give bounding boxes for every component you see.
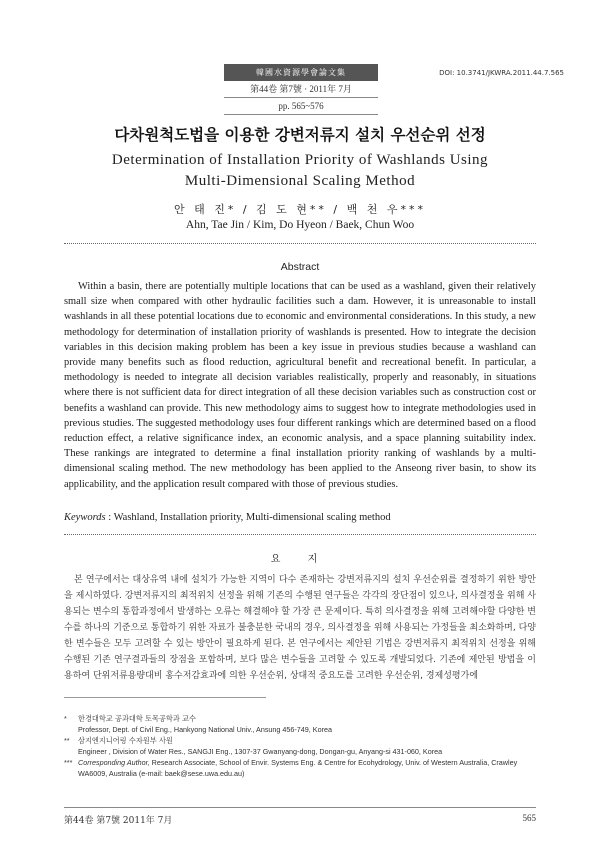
journal-volume: 第44卷 第7號 · 2011年 7月 [224, 81, 378, 98]
title-english [0, 150, 600, 192]
divider-middle [64, 534, 536, 535]
abstract-body: Within a basin, there are potentially multiple locations that can be used as a washland, given their relatively small size when compared with other hydraulic facilities such a dam. However, it is unreasonable to install washlands in all these potential locations due to economic and environmental considerations. In this study, a new methodology for determination of installation priority of washlands is presented. How to integrate the decision variables in this decision making problem has been a key issue in previous studies because a washland can provide many benefits such as flood reduction, agricultural benefit and recreational benefit. In particular, a methodology is needed to integrate all decision variables realistically, properly and reasonably, in situations where there is not sufficient data for direct integration of all these decision variables such as construction cost or benefits a washland can provide. This new methodology aims to suggest how to integrate methodologies used in previous studies. The suggested methodology uses four different rankings which are determined based on a flood reduction effect, a relative significance index, an economic analysis, and a space planning suitability index. These rankings are integrated to determine a final installation priority ranking of washlands by a multi-dimensional scaling method. The new methodology has been applied to the Anseong river basin, to show its applicability, and the application result compared with those of previous studies. [64, 281, 536, 490]
footnote-2-english: Engineer , Division of Water Res., SANGJI Eng., 1307-37 Gwanyang-dong, Dongan-gu, Anyang-si 431-060, Korea [78, 747, 443, 756]
footnote-3 [64, 757, 544, 779]
keywords [64, 512, 536, 523]
korean-abstract-body: 본 연구에서는 대상유역 내에 설치가 가능한 지역이 다수 존재하는 강변저류지의 설치 우선순위를 결정하기 위한 방안을 제시하였다. 강변저류지의 최적위치 선정을 위해 기존의 수행된 연구들은 각각의 장단점이 있으나, 의사결정을 위해 사용되는 변수의 통합과정에서 발생하는 오류는 해결해야 할 가장 큰 문제이다. 특히 의사결정을 위해 고려해야할 다양한 변수를 하나의 기준으로 통합하기 위한 자료가 불충분한 국내의 경우, 의사결정을 위해 사용되는 가정들을 최소화하며, 다양한 변수들은 모두 고려할 수 있는 방안이 필요하게 된다. 본 연구에서는 제안된 기법은 강변저류지 최적위치 선정을 위해 수행된 기존 연구결과들의 장점을 포함하며, 보다 많은 변수들을 고려할 수 있도록 개발되었다. 기존에 제안된 방법을 이용하여 단위저류용량대비 홍수저감효과에 의한 우선순위, 상대적 중요도를 고려한 우선순위, 경제성평가에 [64, 575, 536, 681]
doi[interactable]: DOI: 10.3741/JKWRA.2011.44.7.565 [439, 69, 564, 77]
footnote-1-mark: * [64, 714, 67, 723]
journal-header-box [224, 64, 378, 115]
journal-name: 韓國水資源學會論文集 [224, 64, 378, 81]
footnote-2-korean: 삼지엔지니어링 수자원부 사원 [78, 736, 173, 745]
footnotes [64, 713, 544, 779]
footnote-1 [64, 713, 544, 735]
page-number: 565 [522, 813, 536, 823]
journal-pages: pp. 565~576 [224, 98, 378, 115]
footnote-3-mark: *** [64, 758, 73, 767]
title-korean: 다차원척도법을 이용한 강변저류지 설치 우선순위 선정 [114, 126, 486, 144]
footnote-1-korean: 한경대학교 공과대학 토목공학과 교수 [78, 714, 196, 723]
authors-english: Ahn, Tae Jin / Kim, Do Hyeon / Baek, Chun Woo [185, 219, 415, 231]
footer-rule [64, 807, 536, 808]
keywords-label: Keywords [64, 512, 106, 523]
footnote-1-english: Professor, Dept. of Civil Eng., Hankyong National Univ., Ansung 456-749, Korea [78, 725, 332, 734]
abstract-heading: Abstract [280, 261, 320, 273]
footnote-2 [64, 735, 544, 757]
authors-korean: 안 태 진* / 김 도 현** / 백 천 우*** [173, 203, 426, 216]
footnote-2-mark: ** [64, 736, 70, 745]
title-english-line1: Determination of Installation Priority of Washlands Using [111, 152, 489, 168]
footnote-rule [64, 697, 266, 698]
title-english-line2: Multi-Dimensional Scaling Method [184, 173, 416, 189]
divider-top [64, 243, 536, 244]
footer-journal-issue: 第44卷 第7號 2011年 7月 [64, 816, 173, 826]
keywords-text: : Washland, Installation priority, Multi-dimensional scaling method [105, 512, 391, 523]
footnote-3-role: Corresponding Author, [78, 758, 150, 767]
korean-abstract-heading: 요 지 [270, 554, 330, 565]
footnote-3-english: Research Associate, School of Envir. Systems Eng. & Centre for Ecohydrology, Univ. of Western Australia, Crawley WA6009, Australia (e-mail: baek@sese.uwa.edu.au) [78, 758, 518, 778]
